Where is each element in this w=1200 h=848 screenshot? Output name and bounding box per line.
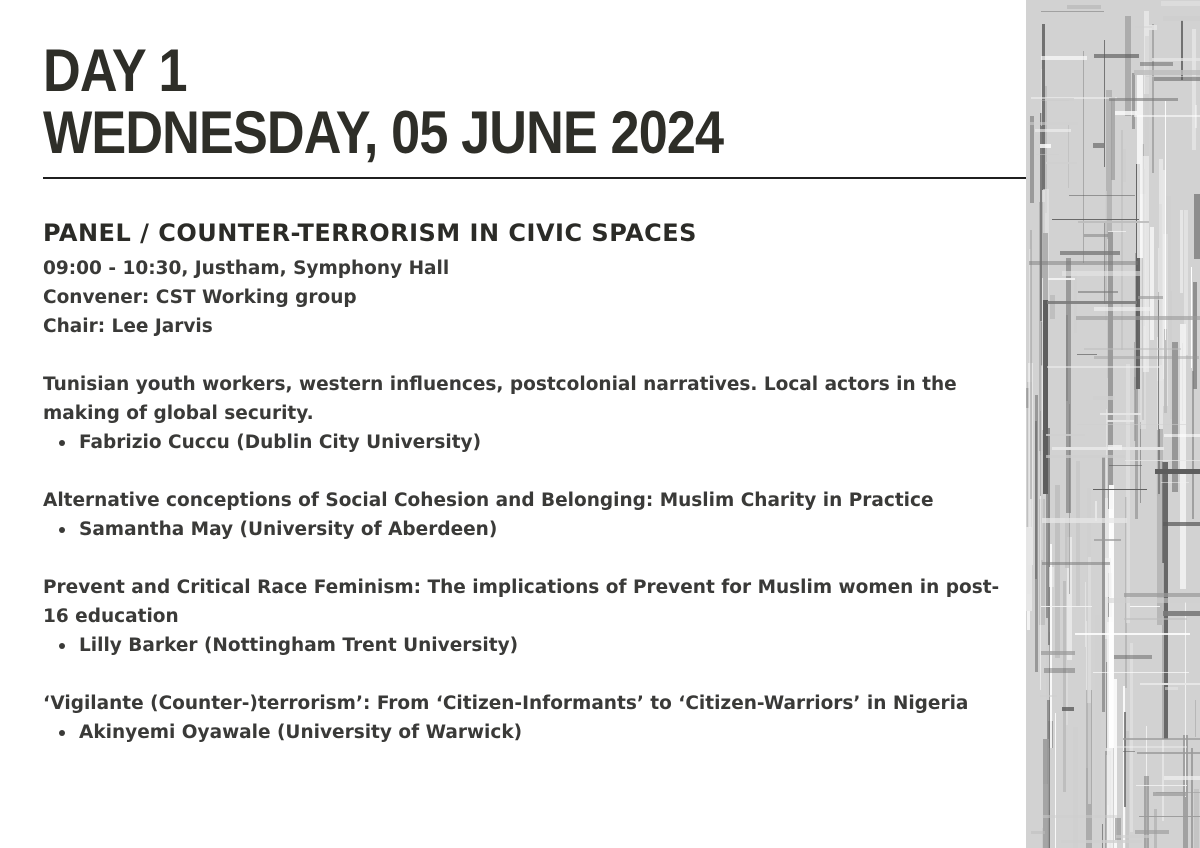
- bullet-icon: [59, 730, 65, 736]
- speaker-item: [43, 718, 1018, 747]
- bullet-icon: [59, 527, 65, 533]
- talk-title: Prevent and Critical Race Feminism: The implications of Prevent for Muslim women in post-16 education: [43, 577, 1000, 627]
- speaker-list: [43, 428, 1018, 457]
- talk-title: Alternative conceptions of Social Cohesion and Belonging: Muslim Charity in Practice: [43, 490, 934, 511]
- speaker-name: Akinyemi Oyawale (University of Warwick): [79, 722, 523, 743]
- decorative-texture: [1026, 0, 1200, 848]
- header-divider: [43, 177, 1026, 179]
- day-header: [43, 37, 1018, 166]
- speaker-name: Lilly Barker (Nottingham Trent University): [79, 635, 519, 656]
- speaker-item: [43, 428, 1018, 457]
- speaker-name: Fabrizio Cuccu (Dublin City University): [79, 432, 482, 453]
- speaker-item: [43, 631, 1018, 660]
- bullet-icon: [59, 643, 65, 649]
- speaker-list: [43, 718, 1018, 747]
- panel-title: PANEL / COUNTER-TERRORISM IN CIVIC SPACES: [43, 219, 697, 247]
- talk-item: [43, 370, 1018, 457]
- speaker-list: [43, 515, 1018, 544]
- bullet-icon: [59, 440, 65, 446]
- speaker-list: [43, 631, 1018, 660]
- speaker-name: Samantha May (University of Aberdeen): [79, 519, 498, 540]
- panel-section: [43, 216, 1018, 747]
- speaker-item: [43, 515, 1018, 544]
- talk-item: [43, 573, 1018, 660]
- panel-time-location: 09:00 - 10:30, Justham, Symphony Hall: [43, 258, 450, 279]
- day-label: DAY 1: [43, 37, 187, 104]
- date-label: WEDNESDAY, 05 JUNE 2024: [43, 99, 724, 166]
- panel-chair: Chair: Lee Jarvis: [43, 316, 213, 337]
- panel-convener: Convener: CST Working group: [43, 287, 357, 308]
- talk-title: Tunisian youth workers, western influences, postcolonial narratives. Local actors in the making of global security.: [43, 374, 957, 424]
- talk-title: ‘Vigilante (Counter-)terrorism’: From ‘Citizen-Informants’ to ‘Citizen-Warriors’ in Nigeria: [43, 693, 969, 714]
- talk-item: [43, 486, 1018, 544]
- talk-item: [43, 689, 1018, 747]
